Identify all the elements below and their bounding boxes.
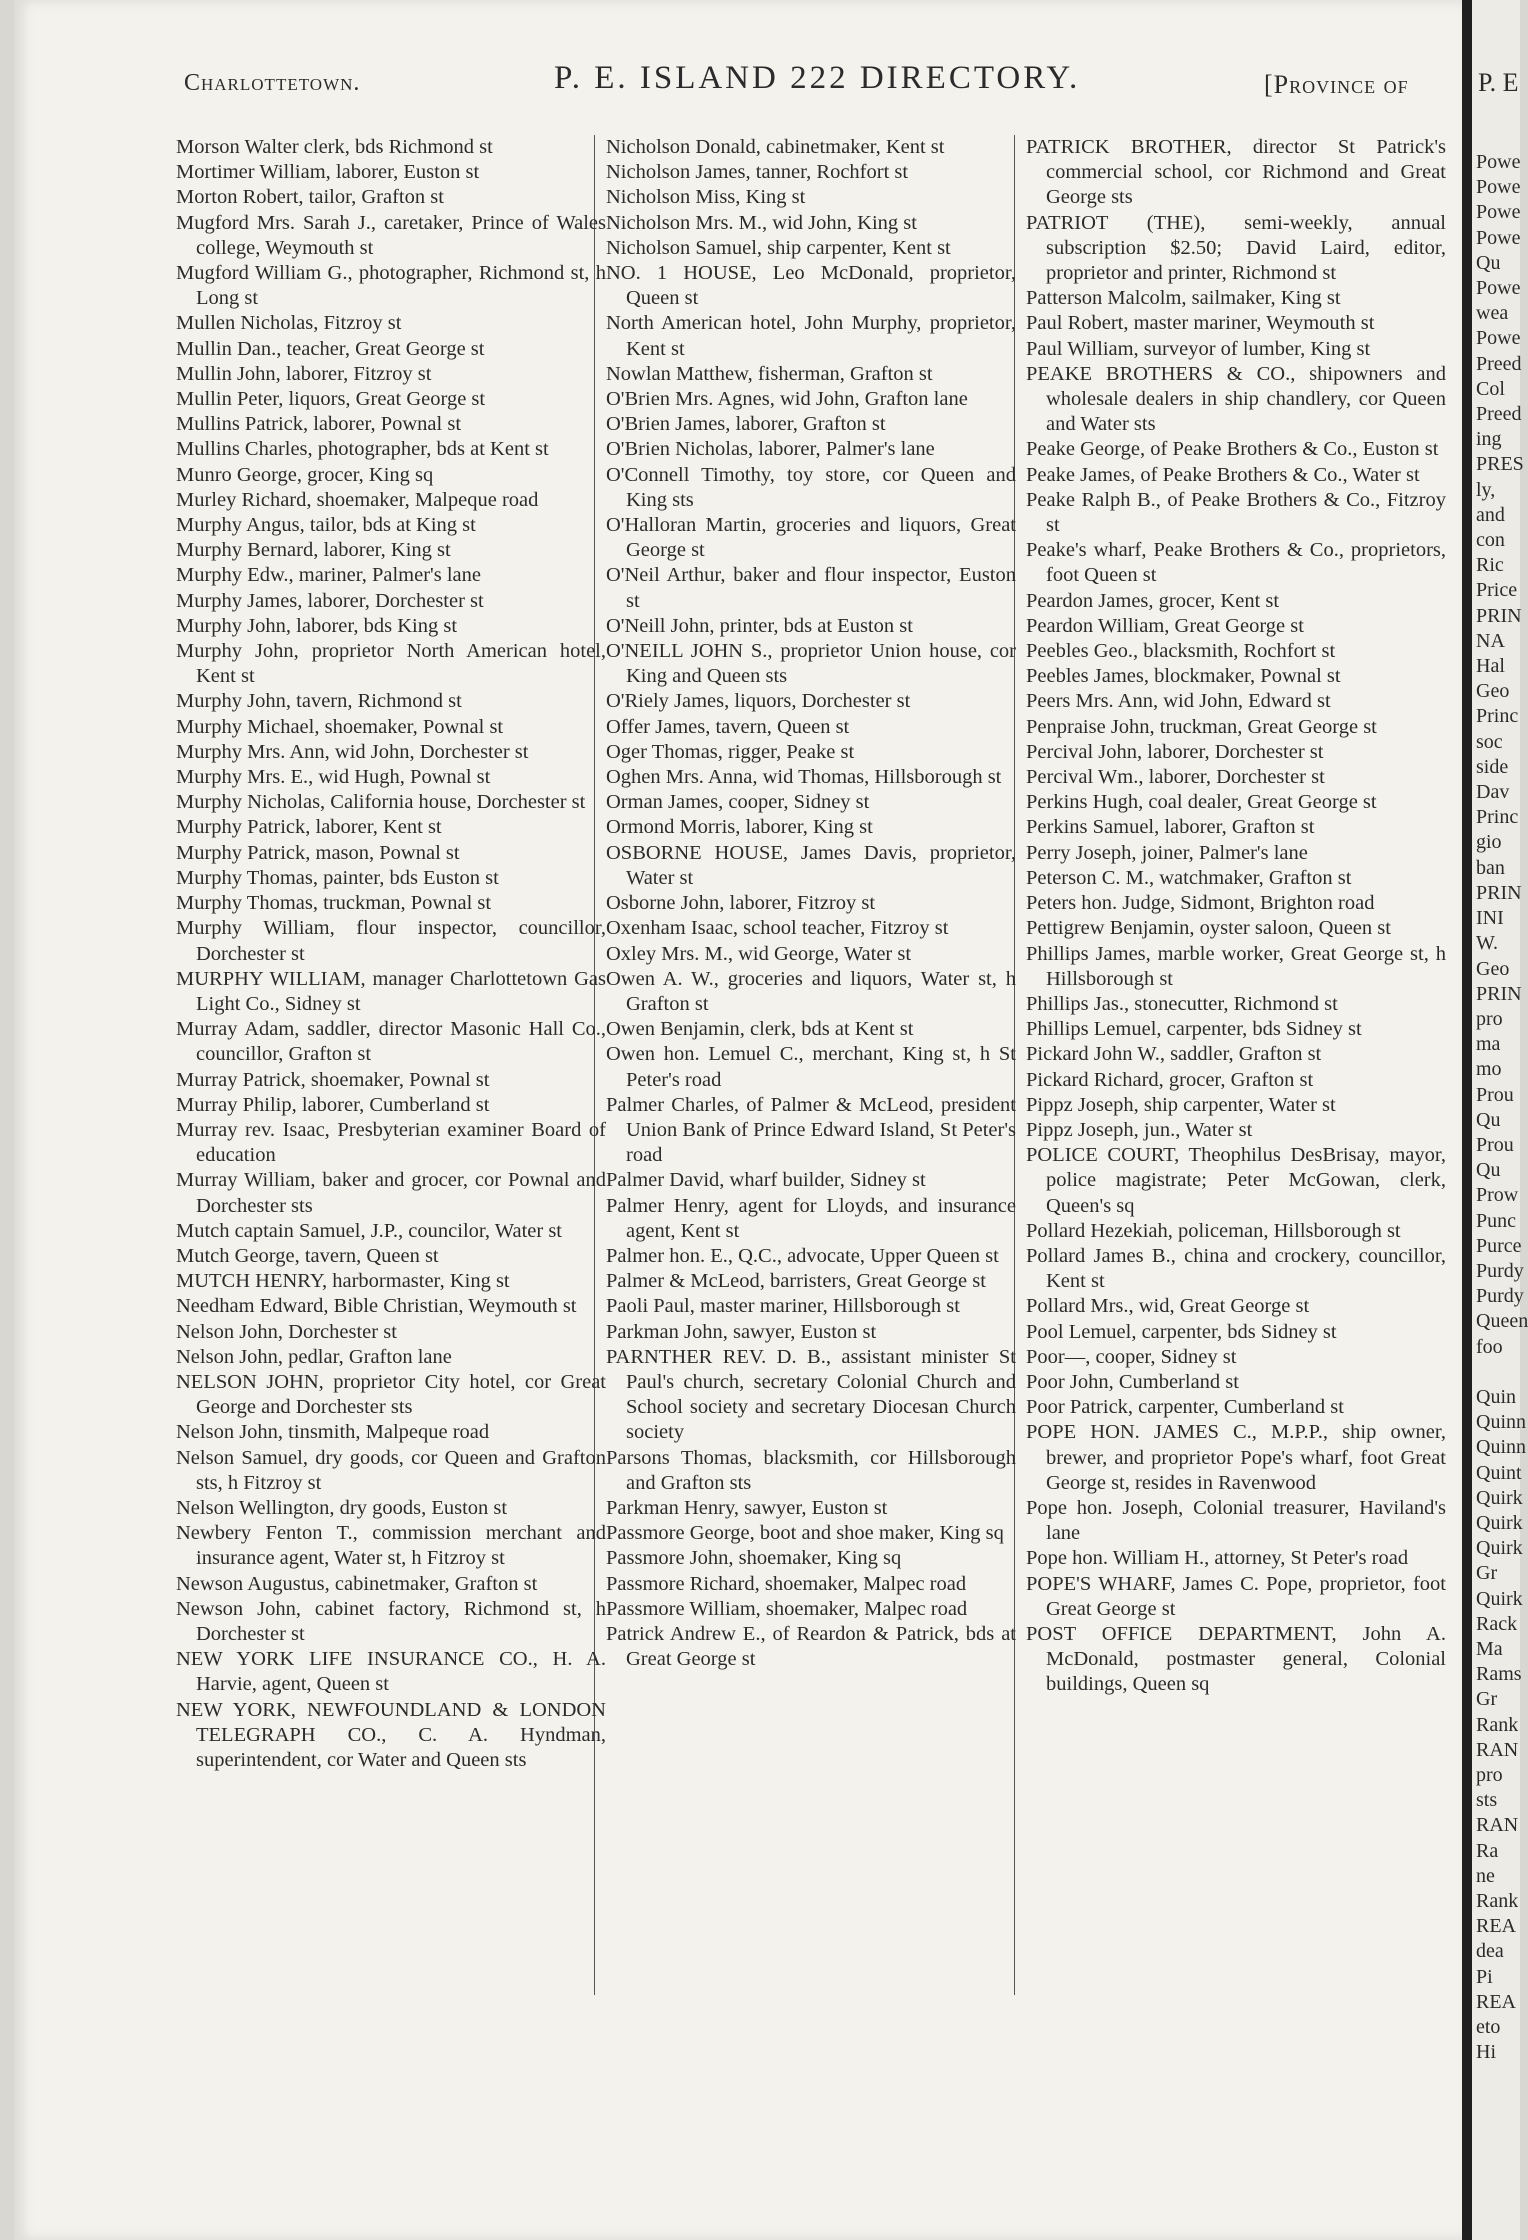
directory-entry: Murphy Patrick, laborer, Kent st [176, 816, 442, 839]
directory-entry: Patrick Andrew E., of Reardon & Patrick, bds at Great George st [606, 1622, 1016, 1671]
adjacent-page-line: ban [1476, 856, 1505, 879]
adjacent-page-line: Prou [1476, 1133, 1514, 1156]
directory-entry: Patterson Malcolm, sailmaker, King st [1026, 287, 1341, 310]
adjacent-page-line: Hal [1476, 655, 1505, 678]
directory-entry: Nicholson James, tanner, Rochfort st [606, 161, 909, 184]
directory-entry: Palmer Charles, of Palmer & McLeod, president Union Bank of Prince Edward Island, St Peter's road [606, 1093, 1016, 1167]
directory-entry: Peardon James, grocer, Kent st [1026, 589, 1280, 612]
adjacent-page-line: Powe [1476, 327, 1521, 350]
adjacent-page-line: Prow [1476, 1184, 1519, 1207]
directory-entry: Nelson John, pedlar, Grafton lane [176, 1345, 452, 1368]
book-gutter [1462, 0, 1472, 2240]
directory-entry: Murphy John, tavern, Richmond st [176, 690, 462, 713]
directory-entry: Peake George, of Peake Brothers & Co., Euston st [1026, 438, 1439, 461]
adjacent-page-line: Quint [1476, 1461, 1522, 1484]
directory-entry: Owen hon. Lemuel C., merchant, King st, h St Peter's road [606, 1043, 1016, 1091]
adjacent-page-column [1476, 150, 1528, 2065]
adjacent-page-line: Powe [1476, 201, 1521, 224]
adjacent-page-line: Ra [1476, 1839, 1499, 1862]
adjacent-page-line: pro [1476, 1007, 1503, 1030]
adjacent-page-line: Price [1476, 579, 1518, 602]
directory-entry: Pool Lemuel, carpenter, bds Sidney st [1026, 1320, 1337, 1343]
adjacent-page-line: Qu [1476, 1108, 1501, 1131]
adjacent-page-line: Qu [1476, 1159, 1501, 1182]
adjacent-page-line: Gr [1476, 1562, 1498, 1585]
directory-entry: Murphy Michael, shoemaker, Pownal st [176, 715, 504, 738]
adjacent-page-line: Quin [1476, 1385, 1516, 1408]
directory-entry: Passmore John, shoemaker, King sq [606, 1547, 902, 1570]
adjacent-page-line: PRIN [1476, 982, 1522, 1005]
adjacent-page-edge [1472, 0, 1528, 2240]
directory-entry: Pettigrew Benjamin, oyster saloon, Queen st [1026, 917, 1391, 940]
header-province: [Province of [1264, 70, 1409, 99]
directory-entry: NEW YORK, NEWFOUNDLAND & LONDON TELEGRAPH CO., C. A. Hyndman, superintendent, cor Water and Queen sts [176, 1698, 606, 1771]
adjacent-page-line [1476, 1360, 1528, 1385]
directory-column-1 [176, 135, 606, 1773]
directory-entry: Osborne John, laborer, Fitzroy st [606, 892, 876, 915]
directory-entry: Murphy Patrick, mason, Pownal st [176, 841, 460, 864]
adjacent-page-line: Ric [1476, 554, 1504, 577]
directory-entry: Nicholson Mrs. M., wid John, King st [606, 211, 917, 234]
directory-entry: Murphy Mrs. E., wid Hugh, Pownal st [176, 766, 491, 789]
adjacent-page-line: Quirk [1476, 1537, 1523, 1560]
directory-entry: Peers Mrs. Ann, wid John, Edward st [1026, 690, 1331, 713]
adjacent-page-line: INI [1476, 907, 1504, 930]
directory-entry: Pollard James B., china and crockery, councillor, Kent st [1026, 1244, 1446, 1293]
directory-entry: PATRICK BROTHER, director St Patrick's commercial school, cor Richmond and Great George sts [1026, 136, 1446, 209]
directory-entry: Orman James, cooper, Sidney st [606, 791, 870, 814]
adjacent-page-line: Purdy [1476, 1259, 1524, 1282]
directory-entry: Murphy Thomas, painter, bds Euston st [176, 866, 499, 889]
directory-entry: NELSON JOHN, proprietor City hotel, cor Great George and Dorchester sts [176, 1370, 606, 1419]
directory-entry: Peters hon. Judge, Sidmont, Brighton road [1026, 892, 1375, 915]
adjacent-page-line: mo [1476, 1058, 1502, 1081]
directory-entry: Palmer Henry, agent for Lloyds, and insurance agent, Kent st [606, 1194, 1016, 1242]
directory-entry: Percival John, laborer, Dorchester st [1026, 740, 1324, 763]
directory-entry: Paul Robert, master mariner, Weymouth st [1026, 312, 1375, 335]
adjacent-page-line: RAN [1476, 1814, 1519, 1837]
adjacent-page-line: soc [1476, 730, 1503, 753]
directory-entry: Peebles Geo., blacksmith, Rochfort st [1026, 640, 1336, 663]
adjacent-page-line: Princ [1476, 705, 1519, 728]
adjacent-page-line: Prou [1476, 1083, 1514, 1106]
header-city: Charlottetown. [184, 70, 361, 96]
adjacent-page-line: Quinn [1476, 1411, 1526, 1434]
directory-entry: Pollard Hezekiah, policeman, Hillsborough st [1026, 1219, 1401, 1242]
adjacent-page-line: Preed [1476, 403, 1522, 426]
directory-entry: POPE'S WHARF, James C. Pope, proprietor, foot Great George st [1026, 1572, 1446, 1620]
directory-entry: Murray Patrick, shoemaker, Pownal st [176, 1068, 490, 1091]
directory-entry: Mutch George, tavern, Queen st [176, 1244, 439, 1267]
directory-entry: Offer James, tavern, Queen st [606, 715, 850, 738]
directory-entry: Perkins Hugh, coal dealer, Great George st [1026, 791, 1377, 814]
directory-entry: Murray William, baker and grocer, cor Pownal and Dorchester sts [176, 1169, 606, 1217]
adjacent-page-line: PRES [1476, 453, 1524, 476]
adjacent-page-header: P. E [1478, 68, 1519, 97]
directory-entry: O'Brien Mrs. Agnes, wid John, Grafton lane [606, 388, 968, 411]
directory-entry: Parsons Thomas, blacksmith, cor Hillsborough and Grafton sts [606, 1446, 1016, 1494]
directory-entry: Pope hon. William H., attorney, St Peter's road [1026, 1547, 1409, 1570]
adjacent-page-line: wea [1476, 302, 1509, 325]
directory-entry: Percival Wm., laborer, Dorchester st [1026, 766, 1325, 789]
adjacent-page-line: eto [1476, 2016, 1501, 2039]
adjacent-page-line: Preed [1476, 352, 1522, 375]
directory-entry: Nicholson Donald, cabinetmaker, Kent st [606, 136, 945, 158]
adjacent-page-line: Rank [1476, 1890, 1519, 1913]
directory-entry: Ormond Morris, laborer, King st [606, 816, 873, 839]
directory-entry: Morton Robert, tailor, Grafton st [176, 186, 444, 209]
adjacent-page-line: Powe [1476, 226, 1521, 249]
directory-entry: Pickard Richard, grocer, Grafton st [1026, 1068, 1314, 1091]
directory-entry: Newbery Fenton T., commission merchant and insurance agent, Water st, h Fitzroy st [176, 1522, 606, 1570]
directory-entry: Nelson John, Dorchester st [176, 1320, 397, 1343]
directory-entry: O'Brien Nicholas, laborer, Palmer's lane [606, 438, 935, 461]
directory-entry: Phillips Lemuel, carpenter, bds Sidney st [1026, 1018, 1362, 1041]
adjacent-page-line: gio [1476, 831, 1502, 854]
directory-entry: Mutch captain Samuel, J.P., councilor, Water st [176, 1219, 563, 1242]
directory-entry: Oger Thomas, rigger, Peake st [606, 740, 855, 763]
directory-entry: Pippz Joseph, ship carpenter, Water st [1026, 1093, 1336, 1116]
adjacent-page-line: Pi [1476, 1965, 1493, 1988]
adjacent-page-line: Dav [1476, 781, 1510, 804]
directory-entry: Needham Edward, Bible Christian, Weymouth st [176, 1295, 577, 1318]
directory-entry: O'Riely James, liquors, Dorchester st [606, 690, 911, 713]
directory-column-3 [1026, 135, 1446, 1698]
adjacent-page-line: Purdy [1476, 1285, 1524, 1308]
directory-entry: O'Brien James, laborer, Grafton st [606, 413, 886, 436]
directory-entry: Palmer & McLeod, barristers, Great George st [606, 1270, 986, 1293]
page-header [14, 60, 1462, 120]
directory-entry: Parkman John, sawyer, Euston st [606, 1320, 877, 1343]
header-title: P. E. ISLAND 222 DIRECTORY. [554, 60, 1081, 96]
directory-entry: Peterson C. M., watchmaker, Grafton st [1026, 866, 1352, 889]
directory-entry: Mullen Nicholas, Fitzroy st [176, 312, 402, 335]
directory-entry: Murley Richard, shoemaker, Malpeque road [176, 488, 539, 511]
adjacent-page-line: ly, [1476, 478, 1496, 501]
adjacent-page-line: con [1476, 529, 1505, 552]
directory-entry: Murphy Angus, tailor, bds at King st [176, 514, 476, 537]
directory-entry: Mullin Peter, liquors, Great George st [176, 388, 486, 411]
directory-entry: Palmer David, wharf builder, Sidney st [606, 1169, 926, 1192]
directory-entry: Nelson Samuel, dry goods, cor Queen and Grafton sts, h Fitzroy st [176, 1446, 606, 1494]
directory-entry: Murphy William, flour inspector, councillor, Dorchester st [176, 917, 606, 965]
directory-entry: Passmore William, shoemaker, Malpec road [606, 1597, 968, 1620]
adjacent-page-line: ma [1476, 1033, 1501, 1056]
directory-entry: Oghen Mrs. Anna, wid Thomas, Hillsborough st [606, 766, 1002, 789]
directory-entry: Murphy Mrs. Ann, wid John, Dorchester st [176, 740, 529, 763]
adjacent-page-line: dea [1476, 1940, 1504, 1963]
adjacent-page-line: Geo [1476, 957, 1510, 980]
directory-entry: Pippz Joseph, jun., Water st [1026, 1118, 1253, 1141]
directory-entry: Murphy Edw., mariner, Palmer's lane [176, 564, 481, 587]
adjacent-page-line: PRIN [1476, 604, 1522, 627]
directory-entry: POPE HON. JAMES C., M.P.P., ship owner, brewer, and proprietor Pope's wharf, foot Great George st, resides in Ravenwood [1026, 1421, 1446, 1494]
directory-entry: Perkins Samuel, laborer, Grafton st [1026, 816, 1315, 839]
directory-entry: Poor John, Cumberland st [1026, 1370, 1239, 1393]
adjacent-page-line: Quirk [1476, 1486, 1523, 1509]
adjacent-page-line: Quirk [1476, 1511, 1523, 1534]
directory-entry: POST OFFICE DEPARTMENT, John A. McDonald, postmaster general, Colonial buildings, Queen sq [1026, 1622, 1446, 1696]
directory-entry: Paoli Paul, master mariner, Hillsborough st [606, 1295, 960, 1318]
adjacent-page-line: Powe [1476, 151, 1521, 173]
directory-entry: Mullins Charles, photographer, bds at Kent st [176, 438, 549, 461]
directory-entry: Nicholson Miss, King st [606, 186, 806, 209]
directory-entry: O'Neill John, printer, bds at Euston st [606, 614, 913, 637]
directory-entry: Murphy John, laborer, bds King st [176, 614, 458, 637]
directory-entry: NO. 1 HOUSE, Leo McDonald, proprietor, Queen st [606, 262, 1016, 310]
directory-entry: Passmore George, boot and shoe maker, King sq [606, 1522, 1004, 1545]
directory-entry: Murray rev. Isaac, Presbyterian examiner Board of education [176, 1118, 606, 1167]
adjacent-page-line: Powe [1476, 277, 1521, 300]
directory-entry: Mugford William G., photographer, Richmond st, h Long st [176, 262, 606, 310]
directory-entry: Nelson Wellington, dry goods, Euston st [176, 1496, 508, 1519]
directory-entry: Owen Benjamin, clerk, bds at Kent st [606, 1018, 914, 1041]
directory-entry: Nicholson Samuel, ship carpenter, Kent st [606, 236, 951, 259]
directory-entry: North American hotel, John Murphy, proprietor, Kent st [606, 312, 1016, 360]
directory-entry: Poor—, cooper, Sidney st [1026, 1345, 1237, 1368]
adjacent-page-line: Quirk [1476, 1587, 1523, 1610]
directory-entry: Mullins Patrick, laborer, Pownal st [176, 413, 462, 436]
directory-entry: Palmer hon. E., Q.C., advocate, Upper Queen st [606, 1244, 999, 1267]
directory-entry: Penpraise John, truckman, Great George st [1026, 715, 1377, 738]
adjacent-page-line: Gr [1476, 1688, 1498, 1711]
adjacent-page-line: foo [1476, 1335, 1503, 1358]
directory-entry: Pope hon. Joseph, Colonial treasurer, Haviland's lane [1026, 1496, 1446, 1545]
directory-entry: Newson John, cabinet factory, Richmond st, h Dorchester st [176, 1597, 606, 1645]
directory-entry: MUTCH HENRY, harbormaster, King st [176, 1270, 510, 1293]
directory-entry: Poor Patrick, carpenter, Cumberland st [1026, 1396, 1344, 1419]
directory-entry: PEAKE BROTHERS & CO., shipowners and wholesale dealers in ship chandlery, cor Queen and Water sts [1026, 362, 1446, 436]
adjacent-page-line: RAN [1476, 1738, 1519, 1761]
directory-entry: Perry Joseph, joiner, Palmer's lane [1026, 841, 1308, 864]
directory-entry: Nelson John, tinsmith, Malpeque road [176, 1421, 490, 1444]
directory-entry: Murphy Nicholas, California house, Dorchester st [176, 791, 586, 814]
directory-entry: Peebles James, blockmaker, Pownal st [1026, 665, 1341, 688]
directory-entry: OSBORNE HOUSE, James Davis, proprietor, Water st [606, 841, 1016, 889]
directory-entry: Peake James, of Peake Brothers & Co., Water st [1026, 463, 1420, 486]
adjacent-page-line: side [1476, 755, 1509, 778]
directory-entry: POLICE COURT, Theophilus DesBrisay, mayor, police magistrate; Peter McGowan, clerk, Queen's sq [1026, 1144, 1446, 1217]
adjacent-page-line: Geo [1476, 680, 1510, 703]
adjacent-page-line: Hi [1476, 2041, 1496, 2064]
directory-entry: NEW YORK LIFE INSURANCE CO., H. A. Harvie, agent, Queen st [176, 1648, 606, 1696]
directory-entry: Mullin John, laborer, Fitzroy st [176, 362, 432, 385]
directory-entry: Oxenham Isaac, school teacher, Fitzroy st [606, 917, 949, 940]
directory-entry: Phillips Jas., stonecutter, Richmond st [1026, 992, 1338, 1015]
adjacent-page-line: Purce [1476, 1234, 1522, 1257]
directory-entry: O'Connell Timothy, toy store, cor Queen and King sts [606, 463, 1016, 511]
directory-entry: Nowlan Matthew, fisherman, Grafton st [606, 362, 933, 385]
directory-entry: Mortimer William, laborer, Euston st [176, 161, 480, 184]
adjacent-page-line: Qu [1476, 251, 1501, 274]
directory-entry: Morson Walter clerk, bds Richmond st [176, 136, 493, 158]
directory-entry: Newson Augustus, cabinetmaker, Grafton st [176, 1572, 538, 1595]
directory-entry: Phillips James, marble worker, Great George st, h Hillsborough st [1026, 942, 1446, 990]
directory-entry: O'NEILL JOHN S., proprietor Union house, cor King and Queen sts [606, 640, 1016, 688]
directory-entry: Murphy Bernard, laborer, King st [176, 539, 451, 562]
directory-entry: Murphy James, laborer, Dorchester st [176, 589, 484, 612]
directory-entry: Owen A. W., groceries and liquors, Water st, h Grafton st [606, 967, 1016, 1015]
directory-entry: Parkman Henry, sawyer, Euston st [606, 1496, 888, 1519]
adjacent-page-line: Punc [1476, 1209, 1516, 1232]
adjacent-page-line: Ma [1476, 1637, 1503, 1660]
adjacent-page-line: sts [1476, 1789, 1498, 1812]
directory-entry: O'Neil Arthur, baker and flour inspector, Euston st [606, 564, 1016, 612]
directory-entry: Pollard Mrs., wid, Great George st [1026, 1295, 1310, 1318]
adjacent-page-line: Queen [1476, 1310, 1528, 1333]
directory-entry: Murphy John, proprietor North American hotel, Kent st [176, 640, 606, 688]
directory-entry: Peake Ralph B., of Peake Brothers & Co., Fitzroy st [1026, 488, 1446, 537]
directory-entry: Murray Adam, saddler, director Masonic Hall Co., councillor, Grafton st [176, 1018, 606, 1066]
adjacent-page-line: and [1476, 503, 1505, 526]
adjacent-page-line: ne [1476, 1864, 1495, 1887]
adjacent-page-line: Rack [1476, 1612, 1518, 1635]
directory-entry: Peardon William, Great George st [1026, 614, 1304, 637]
directory-page [14, 0, 1462, 2240]
directory-entry: Oxley Mrs. M., wid George, Water st [606, 942, 912, 965]
adjacent-page-line: REA [1476, 1990, 1516, 2013]
directory-entry: Paul William, surveyor of lumber, King st [1026, 337, 1371, 360]
adjacent-page-line: PRIN [1476, 881, 1522, 904]
adjacent-page-line: NA [1476, 629, 1505, 652]
directory-entry: Mullin Dan., teacher, Great George st [176, 337, 485, 360]
adjacent-page-line: Rams [1476, 1663, 1522, 1686]
adjacent-page-line: Quinn [1476, 1436, 1526, 1459]
directory-entry: Munro George, grocer, King sq [176, 463, 434, 486]
adjacent-page-line: ing [1476, 428, 1502, 451]
directory-entry: MURPHY WILLIAM, manager Charlottetown Gas Light Co., Sidney st [176, 967, 606, 1015]
adjacent-page-line: REA [1476, 1915, 1516, 1938]
adjacent-page-line: W. [1476, 932, 1499, 955]
directory-entry: Murray Philip, laborer, Cumberland st [176, 1093, 490, 1116]
directory-column-2 [606, 135, 1016, 1672]
adjacent-page-line: Rank [1476, 1713, 1519, 1736]
directory-entry: Pickard John W., saddler, Grafton st [1026, 1043, 1322, 1066]
adjacent-page-line: pro [1476, 1764, 1503, 1786]
directory-entry: Peake's wharf, Peake Brothers & Co., proprietors, foot Queen st [1026, 539, 1446, 587]
adjacent-page-line: Princ [1476, 806, 1519, 829]
directory-entry: PATRIOT (THE), semi-weekly, annual subscription $2.50; David Laird, editor, proprietor and printer, Richmond st [1026, 211, 1446, 285]
directory-entry: Passmore Richard, shoemaker, Malpec road [606, 1572, 967, 1595]
adjacent-page-line: Col [1476, 377, 1505, 400]
adjacent-page-line: Powe [1476, 176, 1521, 199]
directory-entry: Mugford Mrs. Sarah J., caretaker, Prince of Wales college, Weymouth st [176, 211, 606, 259]
directory-entry: Murphy Thomas, truckman, Pownal st [176, 892, 492, 915]
directory-entry: PARNTHER REV. D. B., assistant minister St Paul's church, secretary Colonial Church and School society and secretary Diocesan Church society [606, 1345, 1016, 1444]
directory-entry: O'Halloran Martin, groceries and liquors, Great George st [606, 514, 1016, 562]
